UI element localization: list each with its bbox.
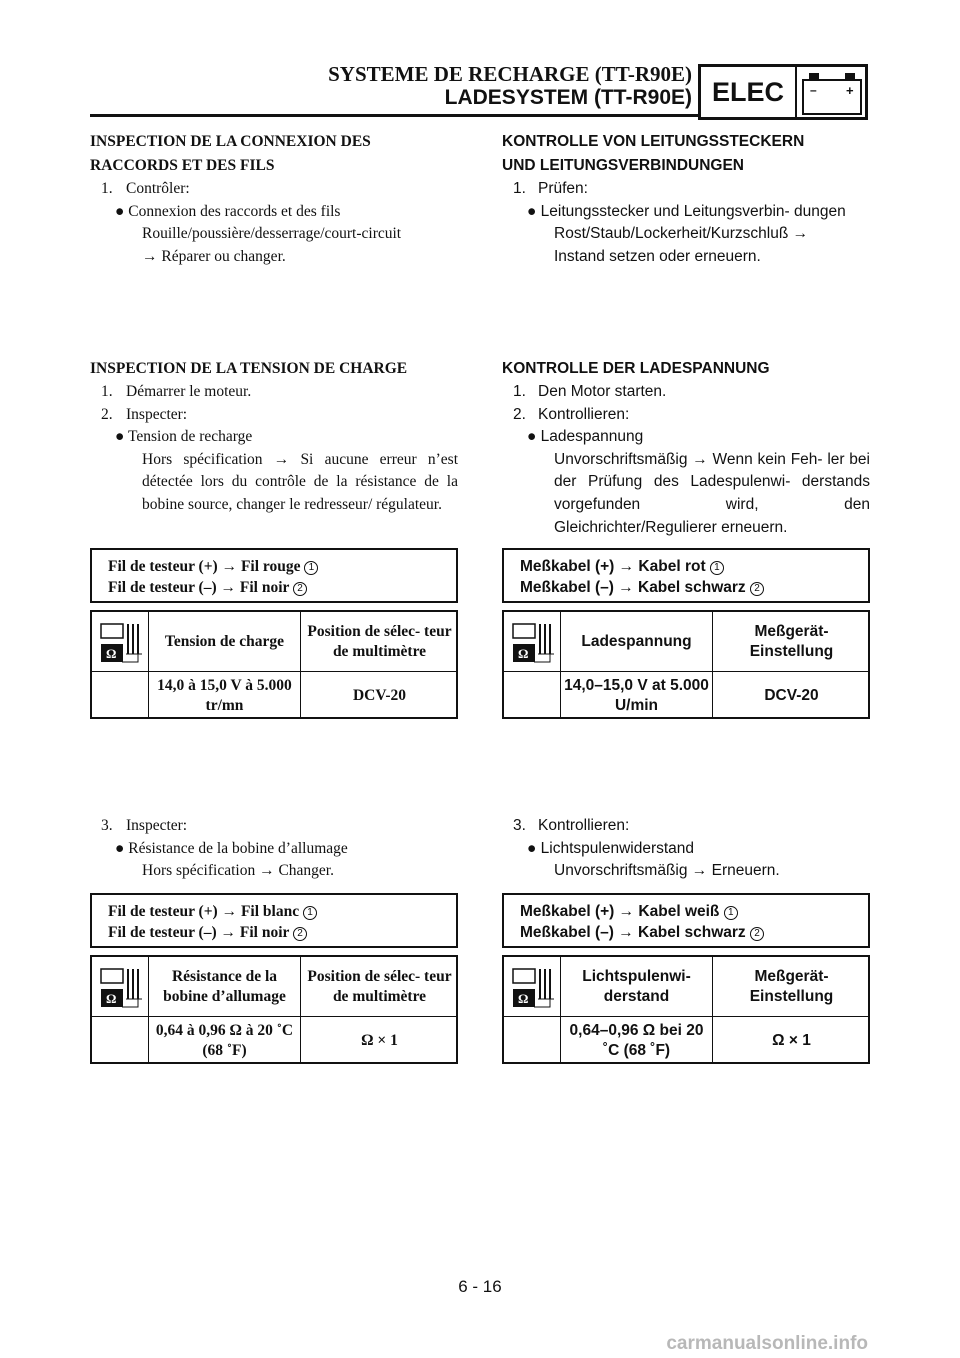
de-header-resistance: Lichtspulenwi- derstand: [582, 967, 691, 1005]
fr-heading-connections-2: RACCORDS ET DES FILS: [90, 157, 275, 174]
de-detail-1: Rost/Staub/Lockerheit/Kurzschluß →: [554, 225, 809, 243]
de-step-inspect: 2. Kontrollieren:: [513, 405, 630, 423]
fr-lead-positive-2: Fil de testeur (+) → Fil blanc 1: [108, 901, 456, 922]
multimeter-icon: [512, 620, 556, 664]
de-detail-voltage: Unvorschriftsmäßig → Wenn kein Feh- ler bei der Prüfung des Ladespulenwi- derstands vorgefunden wird, den Gleichrichter/Regulierer erneuern.: [554, 450, 870, 536]
svg-text:Ω: Ω: [106, 646, 117, 661]
de-bullet-coil: ● Lichtspulenwiderstand: [527, 839, 695, 857]
de-section-coil: [502, 815, 870, 883]
fr-section-coil: [90, 815, 458, 883]
de-header-setting: Meßgerät- Einstellung: [749, 622, 834, 660]
de-detail-2: Instand setzen oder erneuern.: [554, 247, 761, 265]
header-rule: [90, 114, 698, 117]
elec-section-badge: [698, 64, 868, 120]
fr-detail-2: → Réparer ou changer.: [142, 247, 286, 265]
multimeter-icon: [100, 620, 144, 664]
de-heading-connections-2: UND LEITUNGSVERBINDUNGEN: [502, 157, 744, 174]
fr-value-selector: DCV-20: [352, 686, 407, 704]
de-heading-charging: KONTROLLE DER LADESPANNUNG: [502, 360, 770, 377]
svg-text:Ω: Ω: [518, 646, 529, 661]
de-lead-positive: Meßkabel (+) → Kabel rot 1: [520, 556, 868, 577]
de-lead-negative-2: Meßkabel (–) → Kabel schwarz 2: [520, 922, 868, 943]
de-step-1: 1. Prüfen:: [513, 180, 588, 197]
fr-value-voltage: 14,0 à 15,0 V à 5.000 tr/mn: [157, 676, 292, 714]
battery-minus: –: [810, 83, 817, 97]
de-header-voltage: Ladespannung: [581, 632, 692, 650]
fr-step-inspect: 2. Inspecter:: [101, 405, 188, 423]
de-value-voltage: 14,0–15,0 V at 5.000 U/min: [564, 676, 709, 714]
de-bullet-voltage: ● Ladespannung: [527, 428, 644, 446]
de-step-start: 1. Den Motor starten.: [513, 383, 667, 400]
fr-header-selector-2: Position de sélec- teur de multimètre: [307, 967, 452, 1005]
svg-text:Ω: Ω: [518, 991, 529, 1006]
de-spec-table-voltage: [502, 610, 870, 719]
fr-spec-table-coil: [90, 955, 458, 1064]
fr-section-connections: [90, 130, 458, 268]
de-value-setting-2: Ω × 1: [772, 1031, 811, 1049]
fr-header-selector: Position de sélec- teur de multimètre: [307, 622, 452, 660]
de-lead-positive-2: Meßkabel (+) → Kabel weiß 1: [520, 901, 868, 922]
de-detail-coil: Unvorschriftsmäßig → Erneuern.: [554, 862, 780, 880]
svg-text:Ω: Ω: [106, 991, 117, 1006]
fr-header-resistance: Résistance de la bobine d’allumage: [163, 967, 286, 1005]
de-section-connections: [502, 130, 870, 268]
fr-lead-box-1: [90, 548, 458, 603]
fr-detail-coil: Hors spécification → Changer.: [142, 862, 334, 880]
fr-detail-voltage: Hors spécification → Si aucune erreur n’est détectée lors du contrôle de la résistance de la bobine source, changer le redresseur/ régulateur.: [142, 450, 458, 513]
de-heading-connections-1: KONTROLLE VON LEITUNGSSTECKERN: [502, 133, 805, 150]
page-number: 6 - 16: [458, 1277, 502, 1296]
fr-heading-connections-1: INSPECTION DE LA CONNEXION DES: [90, 133, 371, 150]
fr-detail-1: Rouille/poussière/desserrage/court-circuit: [142, 225, 402, 243]
fr-lead-box-2: [90, 893, 458, 948]
multimeter-icon: [100, 965, 144, 1009]
de-lead-box-2: [502, 893, 870, 948]
battery-icon: [797, 67, 865, 117]
fr-lead-negative-2: Fil de testeur (–) → Fil noir 2: [108, 922, 456, 943]
de-step-3: 3. Kontrollieren:: [513, 817, 630, 834]
fr-bullet-voltage: ● Tension de recharge: [115, 428, 253, 446]
de-value-resistance: 0,64–0,96 Ω bei 20 ˚C (68 ˚F): [569, 1021, 704, 1059]
fr-bullet-connections: ● Connexion des raccords et des fils: [115, 202, 341, 220]
de-spec-table-coil: [502, 955, 870, 1064]
fr-heading-charging: INSPECTION DE LA TENSION DE CHARGE: [90, 360, 408, 377]
fr-lead-positive: Fil de testeur (+) → Fil rouge 1: [108, 556, 456, 577]
fr-header-voltage: Tension de charge: [164, 632, 285, 650]
page-title-de: LADESYSTEM (TT-R90E): [444, 86, 692, 109]
multimeter-icon: [512, 965, 556, 1009]
de-bullet-connections: ● Leitungsstecker und Leitungsverbin- dungen: [527, 202, 846, 220]
page-title-fr: SYSTEME DE RECHARGE (TT-R90E): [328, 62, 692, 86]
fr-value-resistance: 0,64 à 0,96 Ω à 20 ˚C (68 ˚F): [155, 1021, 294, 1059]
de-value-setting: DCV-20: [764, 686, 819, 704]
de-section-charging-voltage: [502, 357, 870, 539]
fr-value-selector-2: Ω × 1: [361, 1031, 398, 1049]
fr-lead-negative: Fil de testeur (–) → Fil noir 2: [108, 577, 456, 598]
battery-plus: +: [846, 83, 854, 98]
fr-bullet-coil: ● Résistance de la bobine d’allumage: [115, 839, 348, 857]
fr-step-3: 3. Inspecter:: [101, 817, 188, 834]
fr-spec-table-voltage: [90, 610, 458, 719]
fr-step-1: 1. Contrôler:: [101, 180, 190, 197]
fr-section-charging-voltage: [90, 357, 458, 517]
fr-step-start: 1. Démarrer le moteur.: [101, 383, 252, 400]
de-lead-negative: Meßkabel (–) → Kabel schwarz 2: [520, 577, 868, 598]
elec-label: ELEC: [701, 67, 797, 117]
de-lead-box-1: [502, 548, 870, 603]
de-header-setting-2: Meßgerät- Einstellung: [749, 967, 834, 1005]
watermark: carmanualsonline.info: [666, 1333, 868, 1354]
